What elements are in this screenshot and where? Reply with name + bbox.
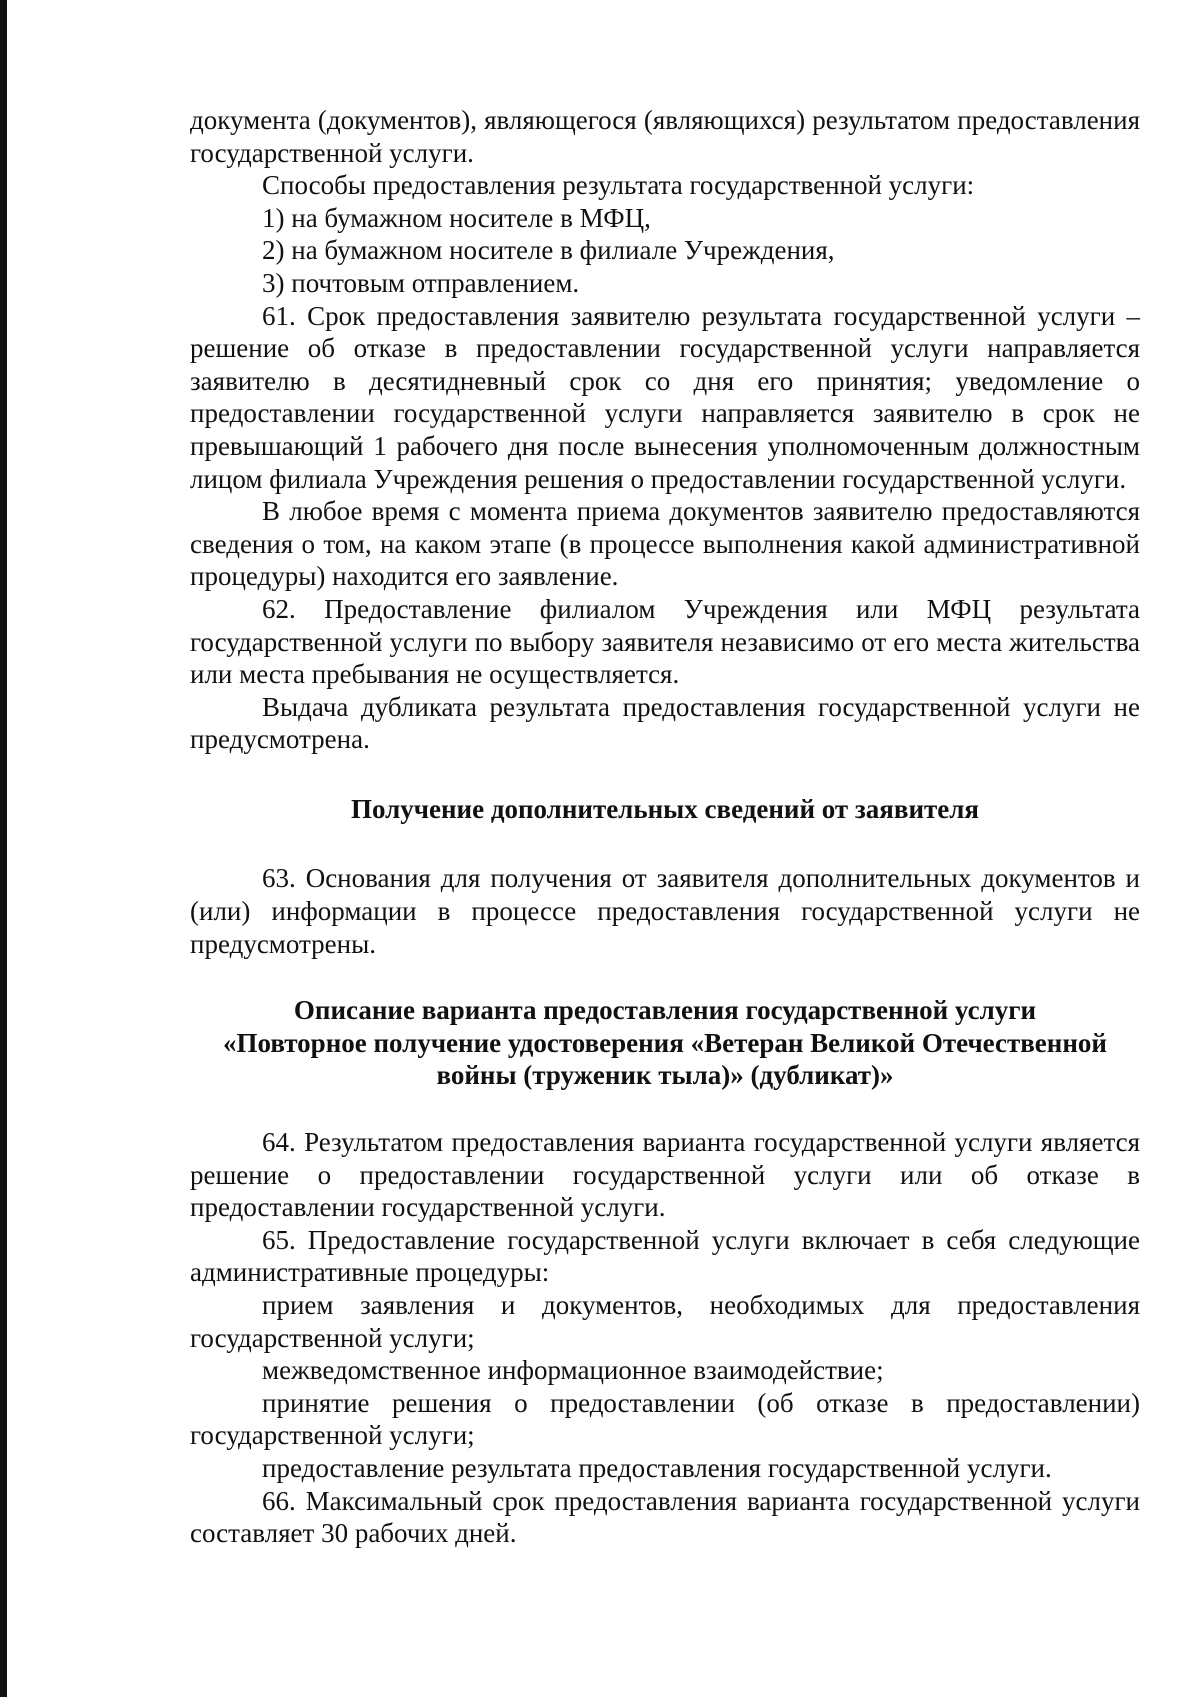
paragraph-65: 65. Предоставление государственной услуги включает в себя следующие административные процедуры: [190, 1224, 1140, 1288]
paragraph-methods-intro: Способы предоставления результата государственной услуги: [262, 170, 975, 201]
procedure-decision: принятие решения о предоставлении (об отказе в предоставлении) государственной услуги; [190, 1387, 1140, 1451]
document-page [190, 104, 1140, 1550]
section-heading-variant-line-2: «Повторное получение удостоверения «Ветеран Великой Отечественной [223, 1027, 1107, 1058]
list-item-mfc: 1) на бумажном носителе в МФЦ, [262, 202, 651, 233]
paragraph-duplicate: Выдача дубликата результата предоставления государственной услуги не предусмотрена. [190, 691, 1140, 755]
paragraph-64: 64. Результатом предоставления варианта государственной услуги является решение о предоставлении государственной услуги или об отказе в предоставлении государственной услуги. [190, 1127, 1140, 1223]
paragraph-continuation: документа (документов), являющегося (являющихся) результатом предоставления государственной услуги. [190, 105, 1140, 168]
paragraph-61: 61. Срок предоставления заявителю результата государственной услуги – решение об отказе в предоставлении государственной услуги направляется заявителю в десятидневный срок со дня его принятия; уведомление о предоставлении государственной услуги направляется заявителю в срок не превышающий 1 рабочего дня после вынесения уполномоченным должностным лицом филиала Учреждения решения о предоставлении государственной услуги. [190, 300, 1140, 494]
paragraph-status-info: В любое время с момента приема документов заявителю предоставляются сведения о том, на каком этапе (в процессе выполнения какой административной процедуры) находится его заявление. [190, 496, 1140, 592]
procedure-interdepartmental: межведомственное информационное взаимодействие; [262, 1355, 884, 1386]
procedure-reception: прием заявления и документов, необходимых для предоставления государственной услуги; [190, 1290, 1140, 1353]
procedure-result: предоставление результата предоставления государственной услуги. [262, 1452, 1052, 1483]
paragraph-66: 66. Максимальный срок предоставления варианта государственной услуги составляет 30 рабочих дней. [190, 1485, 1140, 1549]
scan-edge [0, 0, 7, 1697]
list-item-branch: 2) на бумажном носителе в филиале Учреждения, [262, 235, 835, 266]
paragraph-62: 62. Предоставление филиалом Учреждения или МФЦ результата государственной услуги по выбору заявителя независимо от его места жительства или места пребывания не осуществляется. [190, 593, 1140, 690]
section-heading-variant-line-3: войны (труженик тыла)» (дубликат)» [436, 1060, 894, 1091]
paragraph-63: 63. Основания для получения от заявителя дополнительных документов и (или) информации в процессе предоставления государственной услуги не предусмотрены. [190, 863, 1140, 959]
section-heading-additional-info: Получение дополнительных сведений от заявителя [350, 793, 980, 824]
section-heading-variant-line-1: Описание варианта предоставления государственной услуги [293, 995, 1037, 1026]
list-item-mail: 3) почтовым отправлением. [262, 267, 580, 298]
